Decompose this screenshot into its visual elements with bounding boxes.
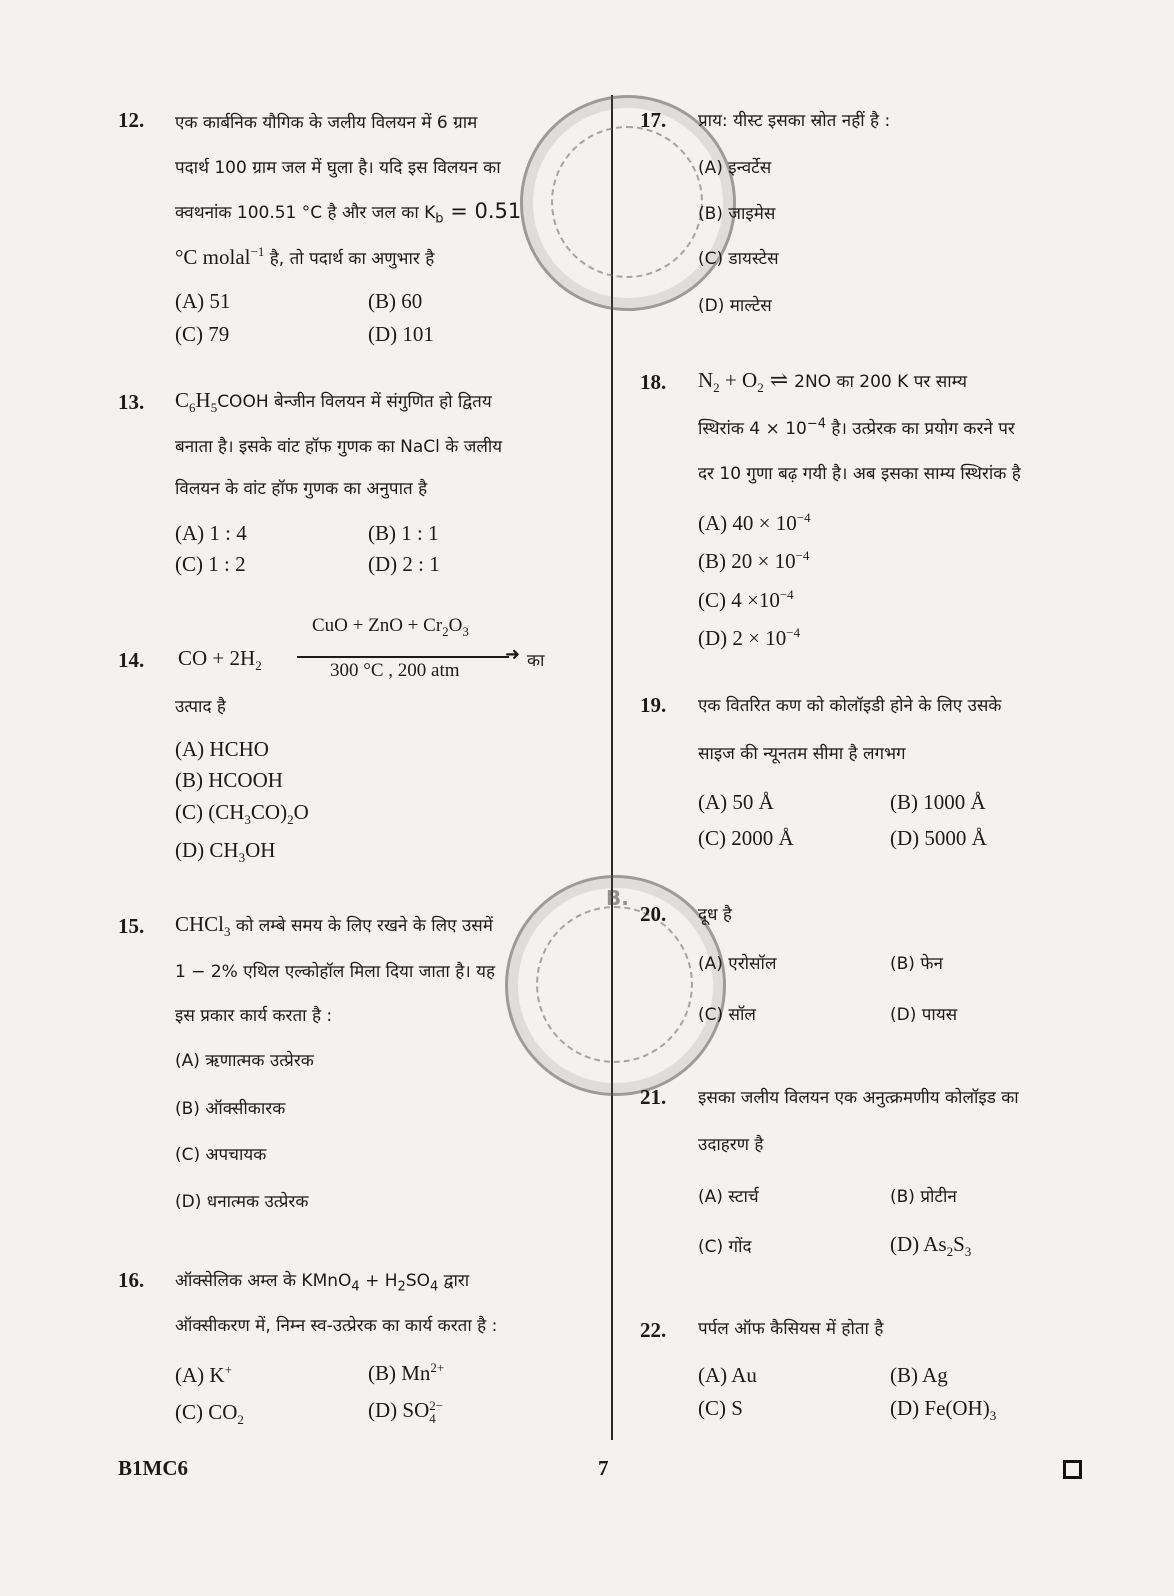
q13-option-c: (C) 1 : 2 xyxy=(175,552,246,576)
q15-option-a: (A) ऋणात्मक उत्प्रेरक xyxy=(175,1051,314,1071)
q22-number: 22. xyxy=(640,1318,667,1342)
q21-option-b: (B) प्रोटीन xyxy=(890,1187,957,1207)
booklet-code: B1MC6 xyxy=(118,1456,188,1480)
q17-option-d: (D) माल्टेस xyxy=(698,296,772,316)
q18-option-a: (A) $40 \times 10^{-4}$ xyxy=(698,510,811,535)
q12-line4: °C molal$^{-1}$ है, तो पदार्थ का अणुभार है xyxy=(175,244,435,269)
q20-option-c: (C) सॉल xyxy=(698,1005,756,1025)
q18-option-b: (B) $20 \times 10^{-4}$ xyxy=(698,548,810,573)
q20-option-a: (A) एरोसॉल xyxy=(698,954,777,974)
q22-option-a: (A) Au xyxy=(698,1363,757,1387)
q15-option-c: (C) अपचायक xyxy=(175,1145,267,1165)
q13-line1: $C_6H_5COOH$ बेन्जीन विलयन में संगुणित हो द्वितय xyxy=(175,388,492,416)
q17-line1: प्राय: यीस्ट इसका स्रोत नहीं है : xyxy=(698,111,891,131)
q13-option-d: (D) 2 : 1 xyxy=(368,552,440,576)
q18-option-d: (D) $2 \times 10^{-4}$ xyxy=(698,625,801,650)
q16-number: 16. xyxy=(118,1268,145,1292)
q22-option-b: (B) Ag xyxy=(890,1363,948,1387)
q15-option-d: (D) धनात्मक उत्प्रेरक xyxy=(175,1192,309,1212)
q22-option-c: (C) S xyxy=(698,1396,743,1420)
q18-line2: स्थिरांक $4 \times 10^{-4}$ है। उत्प्रेरक का प्रयोग करने पर xyxy=(698,416,1015,439)
q17-option-b: (B) जाइमेस xyxy=(698,204,776,224)
q19-line2: साइज की न्यूनतम सीमा है लगभग xyxy=(698,744,906,764)
q14-catalyst: CuO + ZnO + $Cr_2O_3$ xyxy=(312,615,469,639)
q15-line3: इस प्रकार कार्य करता है : xyxy=(175,1006,333,1026)
q19-option-b: (B) 1000 Å xyxy=(890,790,986,814)
q21-option-d: (D) $As_2S_3$ xyxy=(890,1232,972,1260)
q16-option-c: (C) $CO_2$ xyxy=(175,1400,244,1428)
q14-option-d: (D) $CH_3OH$ xyxy=(175,838,276,866)
q12-option-a: (A) 51 xyxy=(175,289,231,313)
equilibrium-arrow-icon: ⇌ xyxy=(769,367,789,392)
q12-line3: क्वथनांक 100.51 °C है और जल का $K_b = 0.51$ xyxy=(175,199,522,227)
q14-option-a: (A) HCHO xyxy=(175,737,269,761)
q20-option-b: (B) फेन xyxy=(890,954,943,974)
q19-option-c: (C) 2000 Å xyxy=(698,826,794,850)
q19-option-a: (A) 50 Å xyxy=(698,790,774,814)
q20-number: 20. xyxy=(640,902,667,926)
q16-line2: ऑक्सीकरण में, निम्न स्व-उत्प्रेरक का कार्य करता है : xyxy=(175,1316,498,1336)
board-stamp-bottom xyxy=(505,875,726,1096)
reaction-arrow-head: ➜ xyxy=(505,644,521,664)
q15-number: 15. xyxy=(118,914,145,938)
q21-option-a: (A) स्टार्च xyxy=(698,1187,759,1207)
q21-line2: उदाहरण है xyxy=(698,1135,764,1155)
q16-option-a: (A) K+ xyxy=(175,1362,232,1387)
q20-line1: दूध है xyxy=(698,905,732,925)
q14-option-c: (C) $(CH_3CO)_2O$ xyxy=(175,800,309,828)
q22-line1: पर्पल ऑफ कैसियस में होता है xyxy=(698,1319,884,1339)
page-number: 7 xyxy=(598,1456,609,1480)
q17-number: 17. xyxy=(640,108,667,132)
q13-number: 13. xyxy=(118,390,145,414)
q13-line3: विलयन के वांट हॉफ गुणक का अनुपात है xyxy=(175,479,428,499)
q17-option-a: (A) इन्वर्टेस xyxy=(698,158,772,178)
q18-number: 18. xyxy=(640,370,667,394)
q12-line1: एक कार्बनिक यौगिक के जलीय विलयन में 6 ग्राम xyxy=(175,113,478,133)
square-marker-icon xyxy=(1063,1460,1082,1479)
q12-line2: पदार्थ 100 ग्राम जल में घुला है। यदि इस विलयन का xyxy=(175,158,501,178)
q19-line1: एक वितरित कण को कोलॉइडी होने के लिए उसके xyxy=(698,696,1002,716)
q15-line2: 1 − 2% एथिल एल्कोहॉल मिला दिया जाता है। यह xyxy=(175,962,495,982)
q13-option-b: (B) 1 : 1 xyxy=(368,521,439,545)
stamp-top-text: B. xyxy=(606,886,629,910)
q12-option-c: (C) 79 xyxy=(175,322,230,346)
q13-option-a: (A) 1 : 4 xyxy=(175,521,247,545)
q12-option-b: (B) 60 xyxy=(368,289,423,313)
q14-tail: का xyxy=(527,651,545,671)
q14-reactants: CO + $2H_2$ xyxy=(178,646,262,674)
q22-option-d: (D) $Fe(OH)_3$ xyxy=(890,1396,997,1424)
q16-line1: ऑक्सेलिक अम्ल के KMnO$_4$ + $H_2SO_4$ द्वारा xyxy=(175,1271,470,1295)
q13-line2: बनाता है। इसके वांट हॉफ गुणक का NaCl के जलीय xyxy=(175,437,503,457)
q20-option-d: (D) पायस xyxy=(890,1005,958,1025)
reaction-arrow xyxy=(297,656,509,658)
q14-option-b: (B) HCOOH xyxy=(175,768,283,792)
q15-option-b: (B) ऑक्सीकारक xyxy=(175,1099,286,1119)
q16-option-b: (B) $Mn^{2+}$ xyxy=(368,1360,445,1385)
q12-number: 12. xyxy=(118,108,145,132)
q19-option-d: (D) 5000 Å xyxy=(890,826,987,850)
q18-line1: $N_2 + O_2$ ⇌ 2NO का 200 K पर साम्य xyxy=(698,367,968,396)
q21-option-c: (C) गोंद xyxy=(698,1237,752,1257)
q21-line1: इसका जलीय विलयन एक अनुत्क्रमणीय कोलॉइड का xyxy=(698,1088,1019,1108)
q18-line3: दर 10 गुणा बढ़ गयी है। अब इसका साम्य स्थिरांक है xyxy=(698,464,1021,484)
q15-line1: CHCl$_3$ को लम्बे समय के लिए रखने के लिए उसमें xyxy=(175,912,493,940)
q14-number: 14. xyxy=(118,648,145,672)
q21-number: 21. xyxy=(640,1085,667,1109)
q19-number: 19. xyxy=(640,693,667,717)
q12-option-d: (D) 101 xyxy=(368,322,434,346)
q18-option-c: (C) $4 \times 10^{-4}$ xyxy=(698,587,794,612)
q14-conditions: 300 °C , 200 atm xyxy=(330,660,460,681)
q14-line2: उत्पाद है xyxy=(175,697,226,717)
q16-option-d: (D) SO 2− 4 xyxy=(368,1398,444,1427)
q17-option-c: (C) डायस्टेस xyxy=(698,249,779,269)
